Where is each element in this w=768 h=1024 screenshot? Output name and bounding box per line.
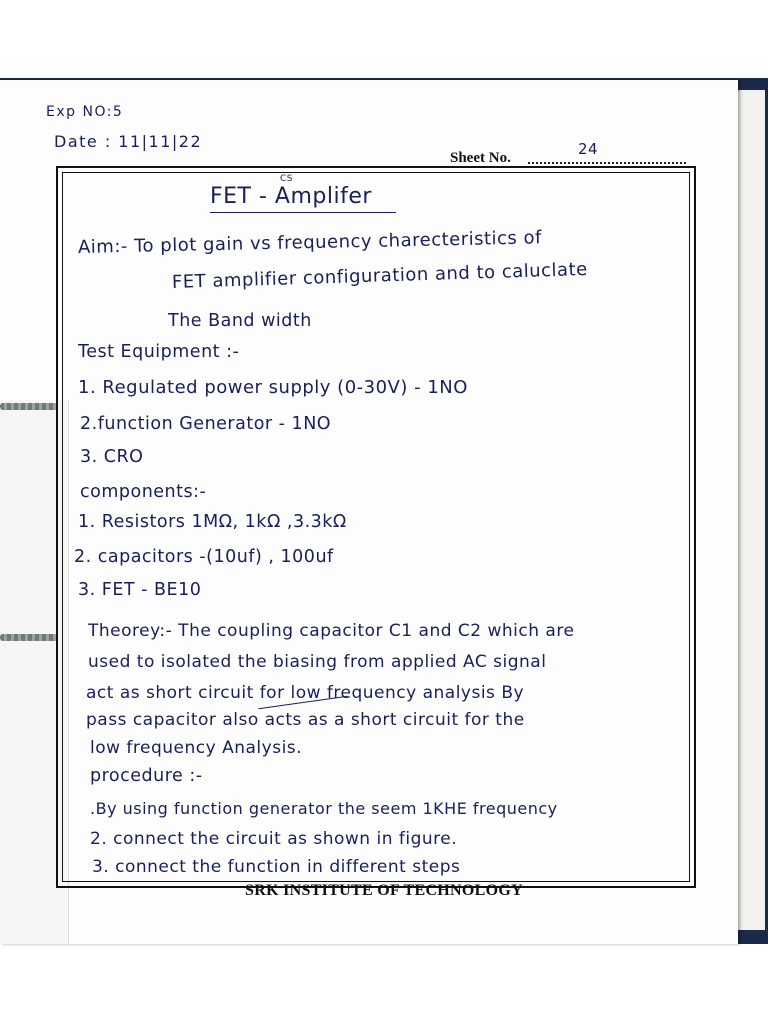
binding-thread bbox=[0, 403, 58, 410]
sheet-number-dotted-line bbox=[528, 162, 686, 164]
component-item-2: 2. capacitors -(10uf) , 100uf bbox=[74, 547, 334, 567]
test-equipment-heading: Test Equipment :- bbox=[78, 342, 240, 362]
aim-line-3: The Band width bbox=[168, 311, 312, 331]
theory-line-5: low frequency Analysis. bbox=[90, 738, 303, 758]
components-heading: components:- bbox=[80, 482, 207, 502]
aim-line-2: FET amplifier configuration and to caluclate bbox=[171, 258, 588, 293]
procedure-step-2: 2. connect the circuit as shown in figure. bbox=[90, 829, 458, 849]
institute-footer: SRK INSTITUTE OF TECHNOLOGY bbox=[245, 882, 523, 899]
component-item-3: 3. FET - BE10 bbox=[78, 580, 202, 600]
theory-line-1: Theorey:- The coupling capacitor C1 and C2 which are bbox=[88, 621, 575, 641]
equipment-item-3: 3. CRO bbox=[80, 447, 144, 467]
sheet-number-label: Sheet No. bbox=[450, 150, 511, 166]
equipment-item-1: 1. Regulated power supply (0-30V) - 1NO bbox=[78, 377, 468, 398]
component-item-1: 1. Resistors 1MΩ, 1kΩ ,3.3kΩ bbox=[78, 512, 347, 532]
theory-line-2: used to isolated the biasing from applied AC signal bbox=[88, 652, 547, 672]
experiment-date: Date : 11|11|22 bbox=[54, 132, 203, 151]
aim-line-1: Aim:- To plot gain vs frequency charecteristics of bbox=[77, 227, 543, 258]
page-title: FET - Amplifer bbox=[210, 184, 372, 209]
equipment-item-2: 2.function Generator - 1NO bbox=[80, 414, 332, 434]
experiment-number: Exp NO:5 bbox=[46, 104, 124, 120]
procedure-heading: procedure :- bbox=[90, 766, 203, 786]
title-underline bbox=[210, 212, 396, 213]
sheet-number-value: 24 bbox=[578, 140, 599, 158]
binding-thread bbox=[0, 634, 58, 641]
theory-line-4: pass capacitor also acts as a short circuit for the bbox=[86, 710, 525, 730]
procedure-step-3: 3. connect the function in different steps bbox=[92, 857, 461, 877]
theory-line-3: act as short circuit for low frequency analysis By bbox=[86, 683, 525, 703]
title-superscript: CS bbox=[280, 174, 293, 184]
procedure-step-1: .By using function generator the seem 1KHE frequency bbox=[90, 799, 558, 818]
